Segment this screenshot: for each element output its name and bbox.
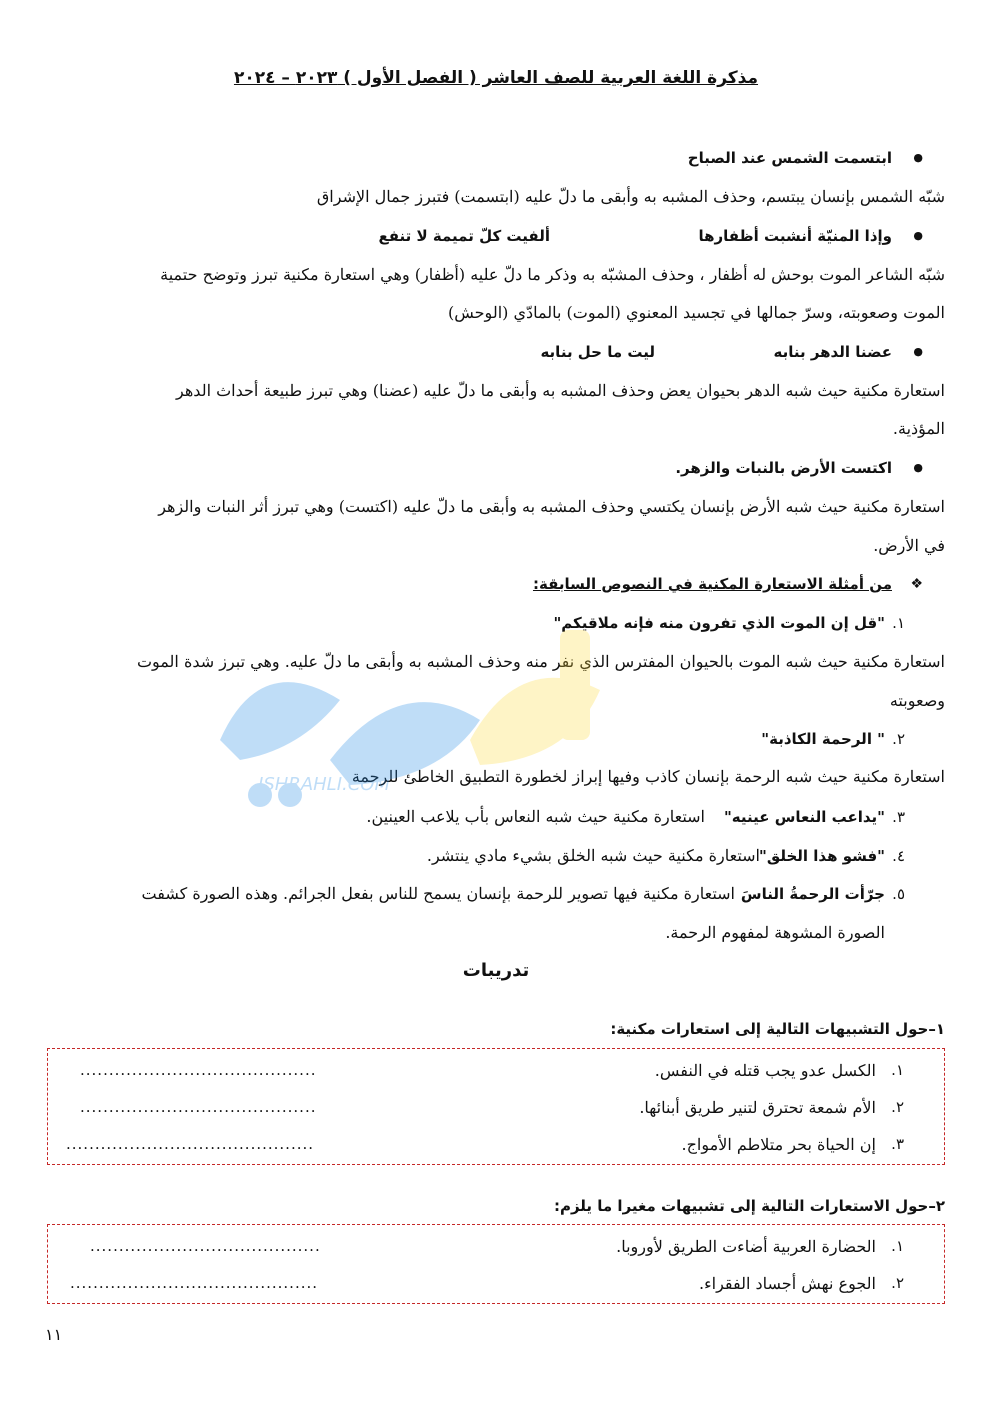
exercise-item (48, 1061, 944, 1083)
answer-blank[interactable]: ........................................ (90, 1237, 321, 1255)
question-1-title: ١–حول التشبيهات التالية إلى استعارات مكنية: (610, 1020, 945, 1038)
example-5 (47, 883, 945, 905)
example-title: "يداعب النعاس عينيه" (723, 808, 885, 826)
paragraph: في الأرض. (873, 536, 945, 555)
paragraph: شبّه الشاعر الموت بوحش له أظفار ، وحذف المشبّه به وذكر ما دلّ عليه (أظفار) وهي استعارة مكنية تبرز وتوضح حتمية (160, 265, 945, 284)
example-text: استعارة مكنية حيث شبه النعاس بأب يلاعب العينين. (366, 807, 705, 826)
example-title: " الرحمة الكاذبة" (761, 730, 885, 748)
example-text: استعارة مكنية حيث شبه الخلق بشيء مادي ينتشر. (426, 846, 760, 865)
exercises-heading: تدريبات (462, 960, 530, 981)
exercise-sentence: الحضارة العربية أضاءت الطريق لأوروبا. (616, 1237, 876, 1256)
question-2-title: ٢–حول الاستعارات التالية إلى تشبيهات مغيرا ما يلزم: (553, 1197, 945, 1215)
paragraph: استعارة مكنية حيث شبه الرحمة بإنسان كاذب وفيها إبراز لخطورة التطبيق الخاطئ للرحمة (351, 767, 945, 786)
list-number: ٢. (892, 730, 905, 748)
bullet-item-3 (47, 341, 945, 363)
verse-second-half: ليت ما حل بنابه (540, 343, 655, 361)
answer-blank[interactable]: ......................................... (80, 1061, 317, 1079)
list-number: ٣. (892, 808, 905, 826)
page-title: مذكرة اللغة العربية للصف العاشر ( الفصل الأول ) ٢٠٢٣ – ٢٠٢٤ (233, 68, 759, 88)
example-2 (47, 728, 945, 750)
verse-second-half: ألفيت كلّ تميمة لا تنفع (378, 227, 550, 245)
examples-heading: من أمثلة الاستعارة المكنية في النصوص السابقة: (532, 575, 892, 593)
exercise-sentence: الكسل عدو يجب قتله في النفس. (654, 1061, 876, 1080)
example-title: "قل إن الموت الذي تفرون منه فإنه ملاقيكم" (553, 614, 885, 632)
list-number: ٥. (892, 885, 905, 903)
list-number: ٣. (891, 1135, 904, 1153)
list-number: ١. (892, 614, 905, 632)
list-number: ٢. (891, 1098, 904, 1116)
exercise-item (48, 1237, 944, 1259)
bullet-title: ابتسمت الشمس عند الصباح (687, 149, 892, 167)
example-4 (47, 845, 945, 867)
answer-blank[interactable]: ........................................... (66, 1135, 315, 1153)
list-number: ١. (891, 1061, 904, 1079)
example-text: استعارة مكنية فيها تصوير للرحمة بإنسان يسمح للناس بفعل الجرائم. وهذه الصورة كشفت (141, 884, 735, 903)
bullet-icon: ● (913, 151, 923, 164)
paragraph: الصورة المشوهة لمفهوم الرحمة. (665, 923, 885, 942)
list-number: ٤. (892, 847, 905, 865)
bullet-item-2 (47, 225, 945, 247)
verse-first-half: وإذا المنيّة أنشبت أظفارها (698, 227, 892, 245)
paragraph: وصعوبته (889, 691, 945, 710)
bullet-item-4 (47, 457, 945, 479)
paragraph: شبّه الشمس بإنسان يبتسم، وحذف المشبه به وأبقى ما دلّ عليه (ابتسمت) فتبرز جمال الإشراق (316, 187, 945, 206)
exercise-sentence: الأم شمعة تحترق لتنير طريق أبنائها. (639, 1098, 876, 1117)
paragraph: استعارة مكنية حيث شبه الدهر بحيوان يعض وحذف المشبه به وأبقى ما دلّ عليه (عضنا) وهي تبرز طبيعة أحداث الدهر (176, 381, 945, 400)
example-title: جرّأت الرحمةُ الناسَ (740, 885, 885, 903)
exercise-item (48, 1098, 944, 1120)
answer-blank[interactable]: ......................................... (80, 1098, 317, 1116)
paragraph: استعارة مكنية حيث شبه الأرض بإنسان يكتسي وحذف المشبه به وأبقى ما دلّ عليه (اكتست) وهي تبرز أثر النبات والزهر (158, 497, 945, 516)
paragraph: المؤذية. (892, 419, 945, 438)
page-number: ١١ (45, 1325, 63, 1344)
examples-heading-row (47, 573, 945, 595)
bullet-icon: ● (913, 461, 923, 474)
paragraph: الموت وصعوبته، وسرّ جمالها في تجسيد المعنوي (الموت) بالمادّي (الوحش) (448, 303, 945, 322)
example-1 (47, 612, 945, 634)
example-title: "فشو هذا الخلق" (759, 847, 885, 865)
question-2-box (47, 1224, 945, 1304)
paragraph: استعارة مكنية حيث شبه الموت بالحيوان المفترس الذي نفر منه وحذف المشبه به وأبقى ما دلّ عليه. وهي تبرز شدة الموت (136, 652, 945, 671)
list-number: ٢. (891, 1274, 904, 1292)
verse-first-half: عضنا الدهر بنابه (773, 343, 892, 361)
exercise-item (48, 1135, 944, 1157)
list-number: ١. (891, 1237, 904, 1255)
bullet-icon: ● (913, 229, 923, 242)
bullet-item-1 (47, 147, 945, 169)
watermark-text: ISHRAHLI.COM (258, 774, 390, 795)
exercise-sentence: الجوع نهش أجساد الفقراء. (699, 1274, 876, 1293)
diamond-bullet-icon: ❖ (910, 576, 923, 592)
bullet-icon: ● (913, 345, 923, 358)
example-3 (47, 806, 945, 828)
bullet-title: اكتست الأرض بالنبات والزهر. (675, 459, 892, 477)
exercise-sentence: إن الحياة بحر متلاطم الأمواج. (681, 1135, 876, 1154)
answer-blank[interactable]: ........................................... (70, 1274, 319, 1292)
question-1-box (47, 1048, 945, 1165)
exercise-item (48, 1274, 944, 1296)
